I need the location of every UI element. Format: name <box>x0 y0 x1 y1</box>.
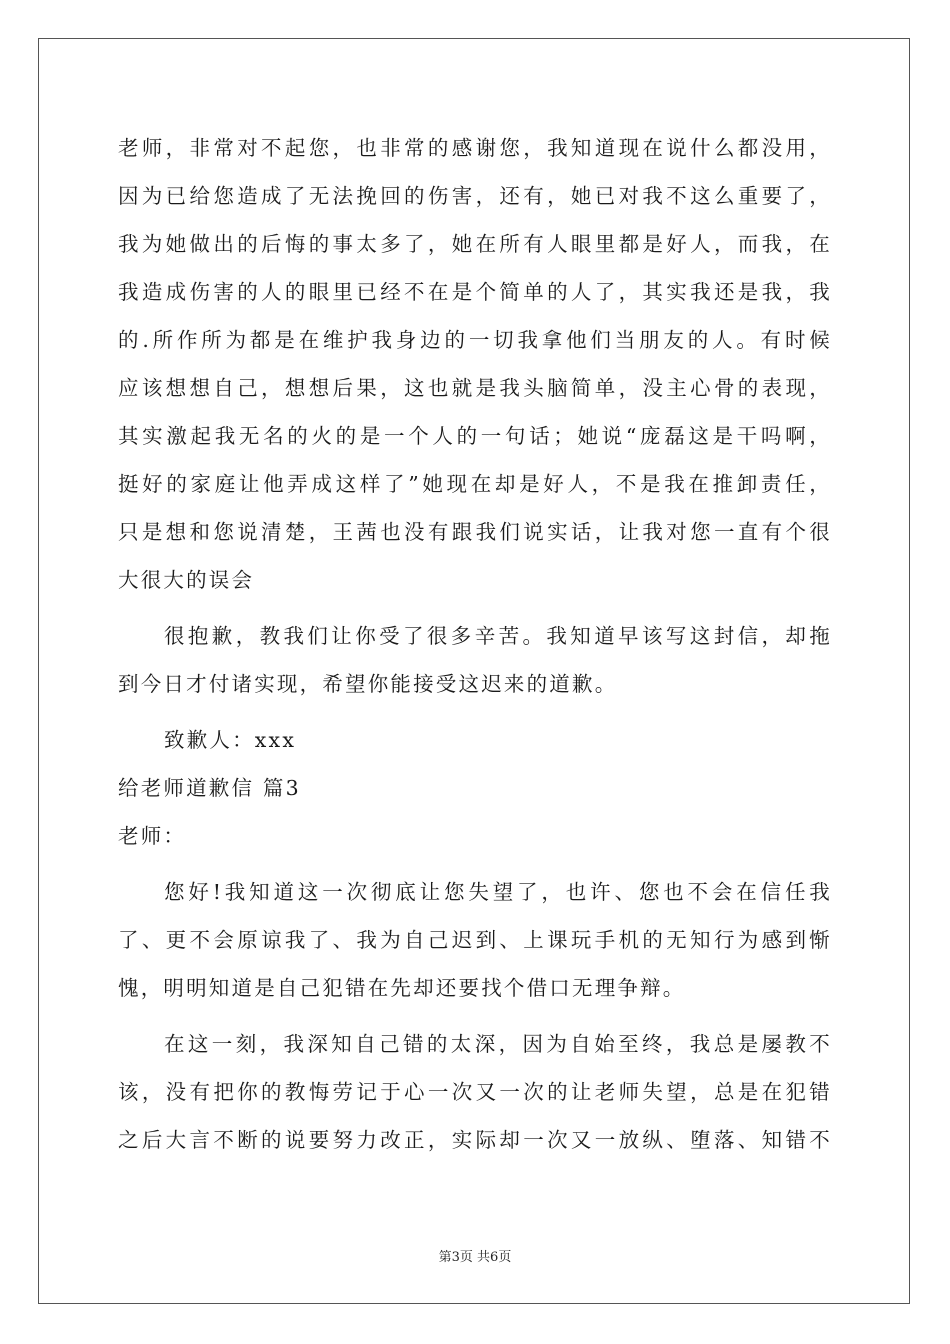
text-line: 了、更不会原谅我了、我为自己迟到、上课玩手机的无知行为感到惭 <box>118 928 832 952</box>
paragraph-4 <box>118 1020 832 1164</box>
text-line: 老师，非常对不起您，也非常的感谢您，我知道现在说什么都没用， <box>118 136 832 160</box>
text-line: 在这一刻，我深知自己错的太深，因为自始至终，我总是屡教不 <box>164 1032 832 1056</box>
paragraph-1 <box>118 124 832 604</box>
document-body <box>118 124 832 1164</box>
paragraph-2 <box>118 612 832 708</box>
text-line: 很抱歉，教我们让你受了很多辛苦。我知道早该写这封信，却拖 <box>164 624 832 648</box>
text-line: 之后大言不断的说要努力改正，实际却一次又一放纵、堕落、知错不 <box>118 1128 832 1152</box>
salutation: 老师： <box>118 824 187 848</box>
text-line: 只是想和您说清楚，王茜也没有跟我们说实话，让我对您一直有个很 <box>118 520 832 544</box>
signature-line: 致歉人：xxx <box>164 728 297 752</box>
page-number: 第3页 共6页 <box>438 1250 512 1265</box>
text-line: 大很大的误会 <box>118 568 255 592</box>
text-line: 到今日才付诸实现，希望你能接受这迟来的道歉。 <box>118 672 618 696</box>
text-line: 挺好的家庭让他弄成这样了”她现在却是好人，不是我在推卸责任， <box>118 472 832 496</box>
text-line: 我造成伤害的人的眼里已经不在是个简单的人了，其实我还是我，我 <box>118 280 832 304</box>
text-line: 我为她做出的后悔的事太多了，她在所有人眼里都是好人，而我，在 <box>118 232 832 256</box>
paragraph-3 <box>118 868 832 1012</box>
text-line: 您好!我知道这一次彻底让您失望了，也许、您也不会在信任我 <box>164 880 832 904</box>
text-line: 应该想想自己，想想后果，这也就是我头脑简单，没主心骨的表现， <box>118 376 832 400</box>
text-line: 其实激起我无名的火的是一个人的一句话；她说“庞磊这是干吗啊， <box>118 424 832 448</box>
section-title: 给老师道歉信 篇3 <box>118 776 301 800</box>
text-line: 的.所作所为都是在维护我身边的一切我拿他们当朋友的人。有时候 <box>118 328 832 352</box>
text-line: 该，没有把你的教悔劳记于心一次又一次的让老师失望，总是在犯错 <box>118 1080 832 1104</box>
text-line: 因为已给您造成了无法挽回的伤害，还有，她已对我不这么重要了， <box>118 184 832 208</box>
text-line: 愧，明明知道是自己犯错在先却还要找个借口无理争辩。 <box>118 976 686 1000</box>
